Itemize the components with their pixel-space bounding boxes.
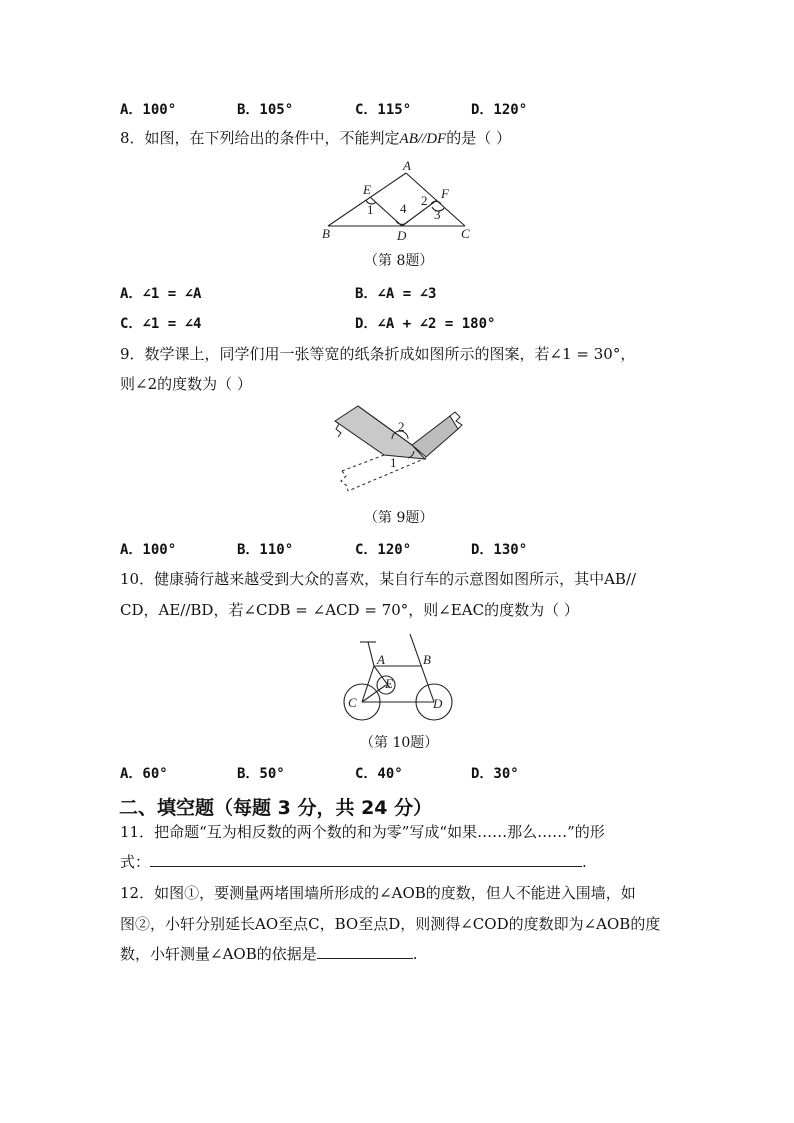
q10-label-b: B (423, 652, 431, 667)
q9-label-2: 2 (398, 419, 405, 434)
q11-line2-prefix: 式： (120, 853, 151, 871)
q11-line1: 11．把命题“互为相反数的两个数的和为零”写成“如果……那么……”的形 (120, 823, 605, 841)
q11-answer-blank[interactable] (150, 852, 582, 867)
q7-option-d: D．120° (471, 102, 528, 118)
q8-segment-ba (328, 173, 406, 226)
q8-stem-suffix: 的是（ ） (446, 129, 511, 147)
q8-label-d: D (397, 228, 407, 242)
q9-right-strip (412, 416, 458, 457)
q8-label-b: B (322, 226, 330, 241)
q10-option-b: B．50° (237, 766, 285, 782)
q7-option-c: C．115° (355, 102, 412, 118)
q12-line3-prefix: 数，小轩测量∠AOB的依据是 (120, 945, 317, 963)
q9-stem-line1: 9．数学课上，同学们用一张等宽的纸条折成如图所示的图案，若∠1 = 30°， (120, 345, 636, 363)
q8-label-2: 2 (421, 193, 428, 208)
q8-option-d: D．∠A + ∠2 = 180° (355, 316, 496, 332)
q12-answer-blank[interactable] (317, 944, 413, 959)
q8-label-1: 1 (367, 202, 374, 217)
q8-option-b: B．∠A = ∠3 (355, 286, 437, 302)
q10-caption: （第 10题） (360, 735, 439, 751)
q11-line2 (120, 852, 587, 872)
q10-label-e: E (385, 676, 393, 691)
q9-dashed-lower (348, 458, 426, 491)
q9-option-d: D．130° (471, 542, 528, 558)
q8-caption: （第 8题） (364, 253, 434, 269)
q9-left-strip (335, 406, 425, 459)
q9-caption: （第 9题） (364, 510, 434, 526)
q10-figure (340, 630, 456, 722)
q10-segment-bd (410, 634, 434, 702)
q10-label-d: D (433, 696, 443, 711)
q8-label-3: 3 (434, 207, 441, 222)
q8-label-4: 4 (400, 201, 407, 216)
q10-label-c: C (348, 695, 357, 710)
q10-stem-line1: 10．健康骑行越来越受到大众的喜欢，某自行车的示意图如图所示，其中AB// (120, 570, 637, 588)
q10-option-a: A．60° (120, 766, 168, 782)
q9-dashed-torn-edge (341, 471, 348, 491)
q11-line2-suffix: . (582, 853, 587, 871)
q8-stem (120, 128, 511, 149)
q8-figure (320, 156, 480, 242)
q7-option-a: A．100° (120, 102, 177, 118)
section-title: 二、填空题（每题 3 分，共 24 分） (119, 797, 433, 819)
q8-label-a: A (403, 158, 411, 173)
q12-line2: 图②，小轩分别延长AO至点C，BO至点D，则测得∠COD的度数即为∠AOB的度 (120, 915, 661, 933)
q10-stem-line2: CD，AE//BD，若∠CDB = ∠ACD = 70°，则∠EAC的度数为（ ） (120, 601, 579, 619)
q9-stem-line2: 则∠2的度数为（ ） (120, 375, 252, 393)
q7-option-b: B．105° (237, 102, 294, 118)
q8-option-a: A．∠1 = ∠A (120, 286, 202, 302)
q12-line1: 12．如图①，要测量两堵围墙所形成的∠AOB的度数，但人不能进入围墙，如 (120, 884, 636, 902)
q8-label-e: E (363, 182, 371, 197)
q10-label-a: A (377, 652, 385, 667)
q9-option-a: A．100° (120, 542, 177, 558)
q10-option-d: D．30° (471, 766, 519, 782)
q8-option-c: C．∠1 = ∠4 (120, 316, 202, 332)
q8-label-f: F (441, 186, 449, 201)
q8-stem-math: AB//DF (399, 131, 447, 147)
q9-label-1: 1 (390, 455, 397, 470)
q10-seat-post (368, 642, 374, 666)
q9-option-c: C．120° (355, 542, 412, 558)
q10-option-c: C．40° (355, 766, 403, 782)
q12-line3 (120, 944, 418, 964)
q8-segment-ed (370, 197, 402, 226)
q9-figure (332, 403, 466, 495)
q9-dashed-upper (342, 455, 384, 471)
q12-line3-suffix: . (412, 945, 418, 963)
q8-stem-prefix: 8．如图，在下列给出的条件中，不能判定 (120, 129, 400, 147)
q9-option-b: B．110° (237, 542, 294, 558)
q8-label-c: C (461, 226, 470, 241)
